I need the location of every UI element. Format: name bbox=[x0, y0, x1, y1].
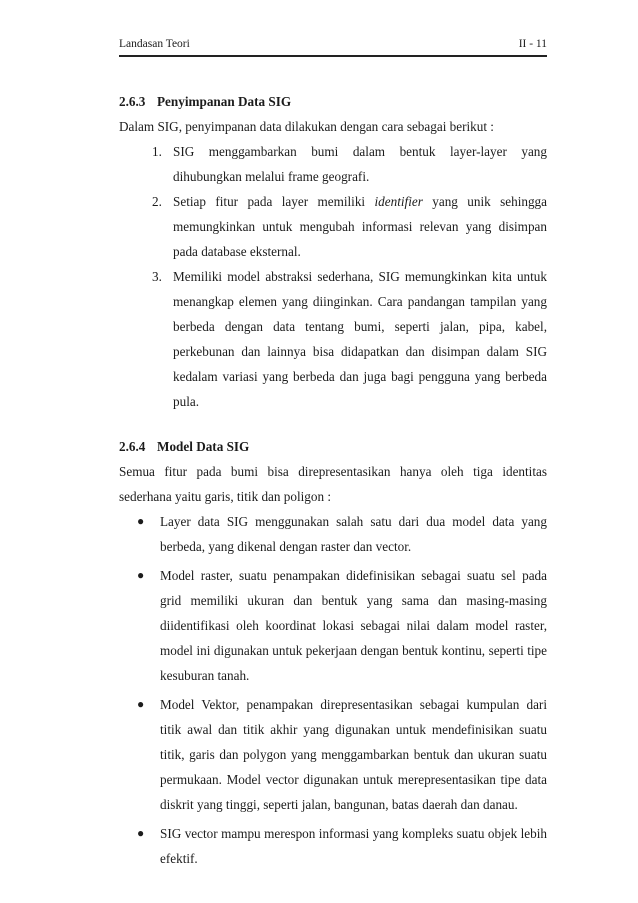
section-title: Penyimpanan Data SIG bbox=[157, 94, 292, 109]
list-item bbox=[119, 189, 547, 264]
bullet-item bbox=[119, 509, 547, 559]
bullet-icon: ● bbox=[137, 826, 145, 840]
list-text: SIG menggambarkan bumi dalam bentuk layer-layer yang dihubungkan melalui frame geografi. bbox=[173, 144, 547, 184]
header-chapter-title: Landasan Teori bbox=[119, 38, 190, 50]
list-text-pre: Setiap fitur pada layer memiliki bbox=[173, 194, 375, 209]
bullet-item bbox=[119, 821, 547, 871]
section-title: Model Data SIG bbox=[157, 439, 250, 454]
section-heading-2-6-3 bbox=[119, 89, 547, 114]
list-item bbox=[119, 139, 547, 189]
bullet-item bbox=[119, 692, 547, 817]
page-header bbox=[119, 38, 547, 57]
list-item bbox=[119, 264, 547, 414]
list-number: 2. bbox=[152, 194, 162, 209]
numbered-list bbox=[119, 139, 547, 414]
bullet-list bbox=[119, 509, 547, 871]
list-number: 1. bbox=[152, 144, 162, 159]
bullet-icon: ● bbox=[137, 568, 145, 582]
bullet-icon: ● bbox=[137, 697, 145, 711]
section-number: 2.6.4 bbox=[119, 439, 146, 454]
bullet-text: Model Vektor, penampakan direpresentasikan sebagai kumpulan dari titik awal dan titik akhir yang digunakan untuk mendefinisikan suatu titik, garis dan polygon yang menggambarkan bentuk dan ukuran suatu permukaan. Model vector digunakan untuk merepresentasikan tipe data diskrit yang tinggi, seperti jalan, bangunan, batas daerah dan danau. bbox=[160, 697, 547, 812]
bullet-text: SIG vector mampu merespon informasi yang kompleks suatu objek lebih efektif. bbox=[160, 826, 547, 866]
page-content bbox=[119, 89, 547, 871]
bullet-text: Layer data SIG menggunakan salah satu dari dua model data yang berbeda, yang dikenal dengan raster dan vector. bbox=[160, 514, 547, 554]
bullet-text: Model raster, suatu penampakan didefinisikan sebagai suatu sel pada grid memiliki ukuran dan bentuk yang sama dan masing-masing diidentifikasi oleh koordinat lokasi sebagai nilai dalam model raster, model ini digunakan untuk pekerjaan dengan bentuk kontinu, seperti tipe kesuburan tanah. bbox=[160, 568, 547, 683]
list-number: 3. bbox=[152, 269, 162, 284]
section-intro: Semua fitur pada bumi bisa direpresentasikan hanya oleh tiga identitas sederhana yaitu garis, titik dan poligon : bbox=[119, 464, 547, 504]
header-page-number: II - 11 bbox=[518, 38, 547, 50]
section-intro: Dalam SIG, penyimpanan data dilakukan dengan cara sebagai berikut : bbox=[119, 119, 494, 134]
bullet-item bbox=[119, 563, 547, 688]
bullet-icon: ● bbox=[137, 514, 145, 528]
list-text-emphasis: identifier bbox=[374, 194, 423, 209]
list-text-post: yang unik sehingga memungkinkan untuk mengubah informasi relevan yang disimpan pada database eksternal. bbox=[173, 194, 547, 259]
section-heading-2-6-4 bbox=[119, 434, 547, 459]
list-text: Memiliki model abstraksi sederhana, SIG memungkinkan kita untuk menangkap elemen yang diinginkan. Cara pandangan tampilan yang berbeda dengan data tentang bumi, seperti jalan, pipa, kabel, perkebunan dan lainnya bisa didapatkan dan disimpan dalam SIG kedalam variasi yang berbeda dan juga bagi pengguna yang berbeda pula. bbox=[173, 269, 547, 409]
section-number: 2.6.3 bbox=[119, 94, 146, 109]
